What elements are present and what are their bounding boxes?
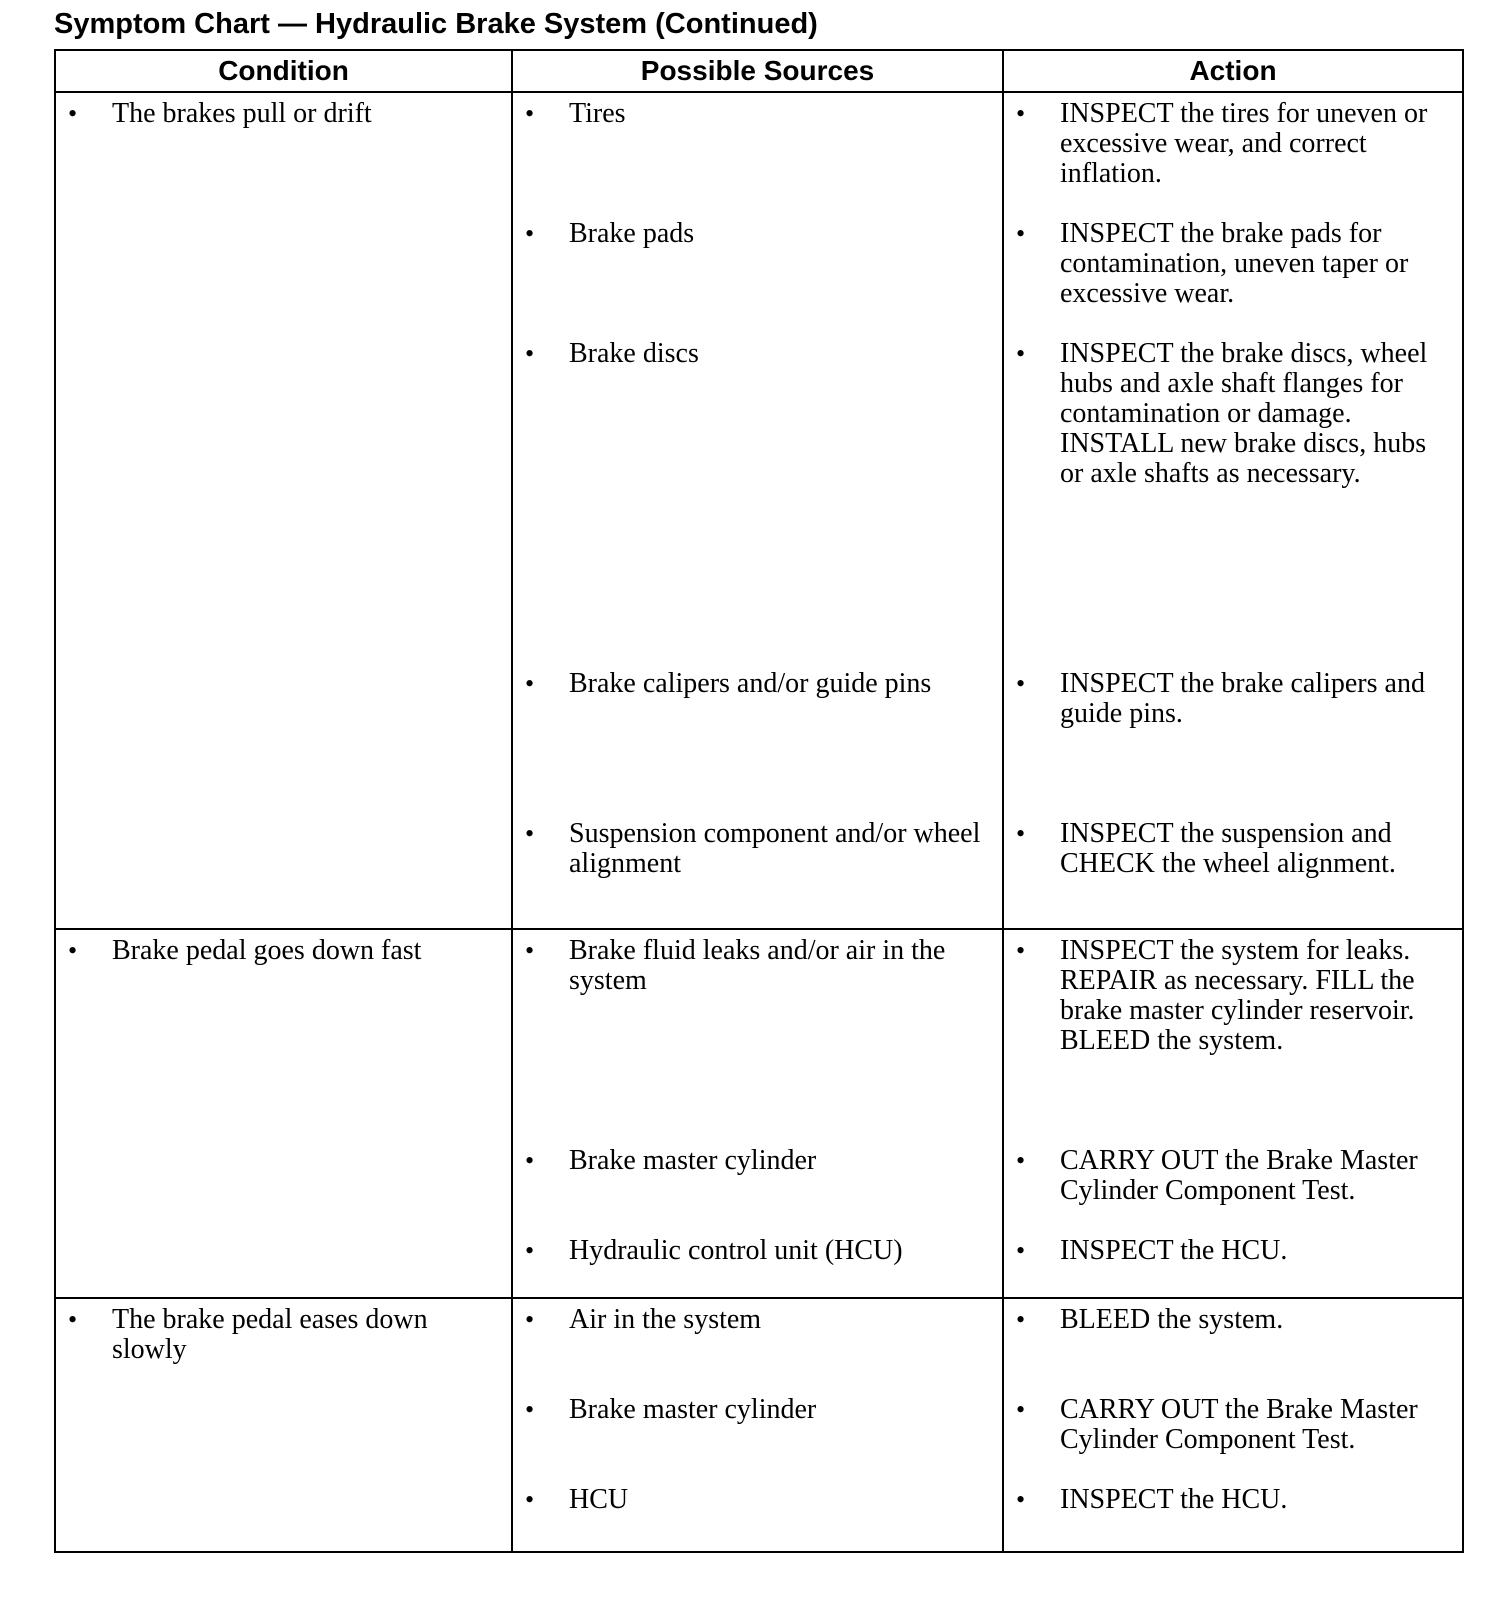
action-text: INSPECT the system for leaks. REPAIR as necessary. FILL the brake master cylinder reservoir. BLEED the system. bbox=[1060, 935, 1415, 1056]
action-text: CARRY OUT the Brake Master Cylinder Component Test. bbox=[1060, 1145, 1418, 1206]
bullet: • bbox=[525, 1395, 535, 1424]
sources-cell bbox=[512, 1298, 1003, 1552]
source-item bbox=[513, 819, 1002, 879]
action-text: CARRY OUT the Brake Master Cylinder Component Test. bbox=[1060, 1394, 1418, 1455]
condition-cell bbox=[55, 929, 512, 1298]
source-text: Brake master cylinder bbox=[569, 1145, 817, 1176]
source-item bbox=[513, 936, 1002, 1086]
source-item bbox=[513, 669, 1002, 729]
action-cell bbox=[1003, 1298, 1463, 1552]
bullet: • bbox=[525, 1146, 535, 1175]
source-item bbox=[513, 1305, 1002, 1335]
action-text: INSPECT the brake calipers and guide pins. bbox=[1060, 668, 1425, 729]
action-text: INSPECT the suspension and CHECK the wheel alignment. bbox=[1060, 818, 1396, 879]
action-text: INSPECT the HCU. bbox=[1060, 1235, 1288, 1266]
condition-text: The brakes pull or drift bbox=[112, 98, 372, 129]
source-text: HCU bbox=[569, 1484, 629, 1515]
bullet: • bbox=[525, 819, 535, 848]
action-item bbox=[1004, 1395, 1462, 1485]
bullet: • bbox=[1016, 1146, 1026, 1175]
condition-item bbox=[56, 936, 511, 966]
source-text: Brake pads bbox=[569, 218, 695, 249]
bullet: • bbox=[525, 1305, 535, 1334]
bullet: • bbox=[1016, 99, 1026, 128]
source-item bbox=[513, 1485, 1002, 1515]
source-item bbox=[513, 1146, 1002, 1236]
bullet: • bbox=[525, 219, 535, 248]
action-text: INSPECT the HCU. bbox=[1060, 1484, 1288, 1515]
action-item bbox=[1004, 1485, 1462, 1515]
action-item bbox=[1004, 99, 1462, 189]
header-row bbox=[55, 50, 1463, 92]
bullet: • bbox=[1016, 1236, 1026, 1265]
bullet: • bbox=[525, 339, 535, 368]
source-item bbox=[513, 99, 1002, 189]
condition-header: Condition bbox=[55, 50, 512, 92]
bullet: • bbox=[1016, 1395, 1026, 1424]
possible-sources-header: Possible Sources bbox=[512, 50, 1003, 92]
bullet: • bbox=[525, 99, 535, 128]
action-item bbox=[1004, 1236, 1462, 1266]
bullet: • bbox=[1016, 219, 1026, 248]
condition-item bbox=[56, 1305, 511, 1365]
page-title: Symptom Chart — Hydraulic Brake System (Continued) bbox=[54, 8, 818, 40]
source-item bbox=[513, 339, 1002, 519]
action-item bbox=[1004, 339, 1462, 519]
source-item bbox=[513, 1395, 1002, 1485]
table-row bbox=[55, 929, 1463, 1298]
sources-cell bbox=[512, 929, 1003, 1298]
condition-cell bbox=[55, 1298, 512, 1552]
source-text: Brake fluid leaks and/or air in the system bbox=[569, 935, 946, 996]
table-row bbox=[55, 92, 1463, 929]
source-text: Air in the system bbox=[569, 1304, 762, 1335]
action-item bbox=[1004, 819, 1462, 879]
condition-text: Brake pedal goes down fast bbox=[112, 935, 422, 966]
table-row bbox=[55, 1298, 1463, 1552]
source-text: Tires bbox=[569, 98, 626, 129]
source-text: Brake discs bbox=[569, 338, 699, 369]
action-item bbox=[1004, 219, 1462, 309]
bullet: • bbox=[525, 936, 535, 965]
bullet: • bbox=[68, 99, 78, 128]
bullet: • bbox=[525, 669, 535, 698]
symptom-chart-table bbox=[54, 49, 1464, 1553]
action-text: INSPECT the tires for uneven or excessive wear, and correct inflation. bbox=[1060, 98, 1428, 189]
action-text: BLEED the system. bbox=[1060, 1304, 1284, 1335]
sources-cell bbox=[512, 92, 1003, 929]
bullet: • bbox=[525, 1485, 535, 1514]
action-item bbox=[1004, 936, 1462, 1086]
action-header: Action bbox=[1003, 50, 1463, 92]
action-item bbox=[1004, 1146, 1462, 1236]
bullet: • bbox=[68, 1305, 78, 1334]
bullet: • bbox=[1016, 1485, 1026, 1514]
source-text: Hydraulic control unit (HCU) bbox=[569, 1235, 903, 1266]
bullet: • bbox=[1016, 819, 1026, 848]
action-item bbox=[1004, 669, 1462, 729]
source-text: Suspension component and/or wheel alignment bbox=[569, 818, 981, 879]
action-cell bbox=[1003, 92, 1463, 929]
source-item bbox=[513, 1236, 1002, 1266]
source-text: Brake master cylinder bbox=[569, 1394, 817, 1425]
bullet: • bbox=[1016, 339, 1026, 368]
bullet: • bbox=[1016, 936, 1026, 965]
condition-cell bbox=[55, 92, 512, 929]
source-item bbox=[513, 219, 1002, 309]
action-text: INSPECT the brake discs, wheel hubs and axle shaft flanges for contamination or damage. INSTALL new brake discs, hubs or axle shafts as necessary. bbox=[1060, 338, 1428, 489]
bullet: • bbox=[525, 1236, 535, 1265]
source-text: Brake calipers and/or guide pins bbox=[569, 668, 932, 699]
action-text: INSPECT the brake pads for contamination, uneven taper or excessive wear. bbox=[1060, 218, 1409, 309]
bullet: • bbox=[1016, 669, 1026, 698]
condition-item bbox=[56, 99, 511, 129]
action-cell bbox=[1003, 929, 1463, 1298]
bullet: • bbox=[1016, 1305, 1026, 1334]
action-item bbox=[1004, 1305, 1462, 1335]
condition-text: The brake pedal eases down slowly bbox=[112, 1304, 428, 1365]
bullet: • bbox=[68, 936, 78, 965]
